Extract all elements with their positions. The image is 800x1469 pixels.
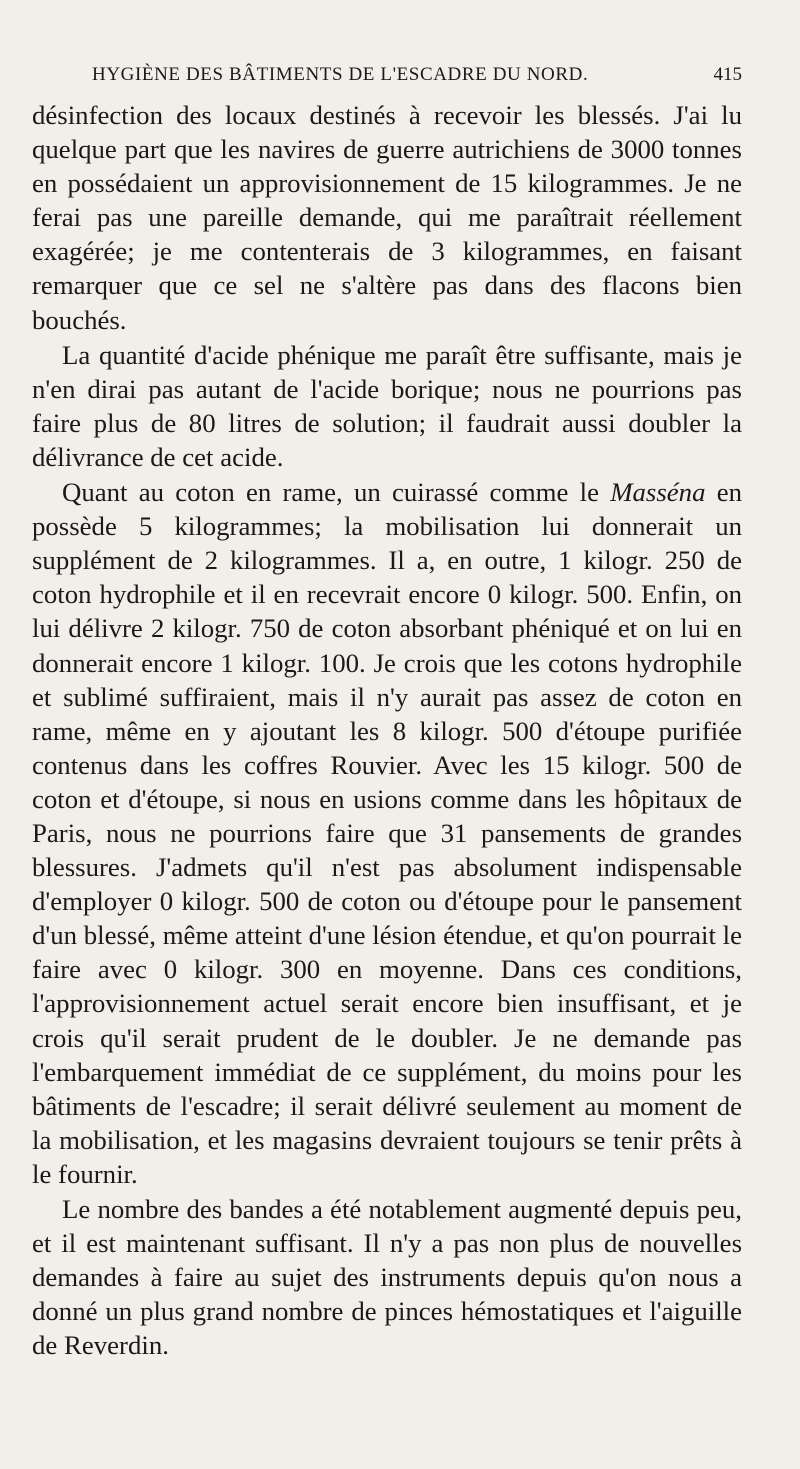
- paragraph-continued: désinfection des locaux destinés à recevoir les blessés. J'ai lu quelque part que les navires de guerre autrichiens de 3000 tonnes en possédaient un approvisionnement de 15 kilogrammes. Je ne ferai pas une pareille demande, qui me paraîtrait réellement exagérée; je me contenterais de 3 kilogrammes, en faisant remarquer que ce sel ne s'altère pas dans des flacons bien bouchés.: [32, 100, 742, 335]
- page-number: 415: [713, 64, 742, 85]
- ship-name: Masséna: [610, 477, 706, 508]
- paragraph-acide-phenique: La quantité d'acide phénique me paraît être suffisante, mais je n'en dirai pas autant de l'acide borique; nous ne pourrions pas faire plus de 80 litres de solution; il faudrait aussi doubler la délivrance de cet acide.: [32, 339, 742, 472]
- running-head: [32, 60, 742, 90]
- paragraph-bandes: Le nombre des bandes a été notablement augmenté depuis peu, et il est maintenant suffisant. Il n'y a pas non plus de nouvelles demandes à faire au sujet des instruments depuis qu'on nous a donné un plus grand nombre de pinces hémostatiques et l'aiguille de Reverdin.: [32, 1194, 742, 1361]
- body-text: [32, 98, 742, 1362]
- paragraph-text: Quant au coton en rame, un cuirassé comme le: [62, 477, 611, 508]
- running-title: HYGIÈNE DES BÂTIMENTS DE L'ESCADRE DU NORD.: [92, 64, 589, 85]
- paragraph-text: en possède 5 kilogrammes; la mobilisation lui donnerait un supplément de 2 kilogrammes. Il a, en outre, 1 kilogr. 250 de coton hydrophile et il en recevrait encore 0 kilogr. 500. Enfin, on lui délivre 2 kilogr. 750 de coton absorbant phéniqué et on lui en donnerait encore 1 kilogr. 100. Je crois que les cotons hydrophile et sublimé suffiraient, mais il n'y aurait pas assez de coton en rame, même en y ajoutant les 8 kilogr. 500 d'étoupe purifiée contenus dans les coffres Rouvier. Avec les 15 kilogr. 500 de coton et d'étoupe, si nous en usions comme dans les hôpitaux de Paris, nous ne pourrions faire que 31 pansements de grandes blessures. J'admets qu'il n'est pas absolument indispensable d'employer 0 kilogr. 500 de coton ou d'étoupe pour le pansement d'un blessé, même atteint d'une lésion étendue, et qu'on pourrait le faire avec 0 kilogr. 300 en moyenne. Dans ces conditions, l'approvisionnement actuel serait encore bien insuffisant, et je crois qu'il serait prudent de le doubler. Je ne demande pas l'embarquement immédiat de ce supplément, du moins pour les bâtiments de l'escadre; il serait délivré seulement au moment de la mobilisation, et les magasins devraient toujours se tenir prêts à le fournir.: [32, 477, 743, 1189]
- paragraph-coton-en-rame: [32, 475, 742, 1191]
